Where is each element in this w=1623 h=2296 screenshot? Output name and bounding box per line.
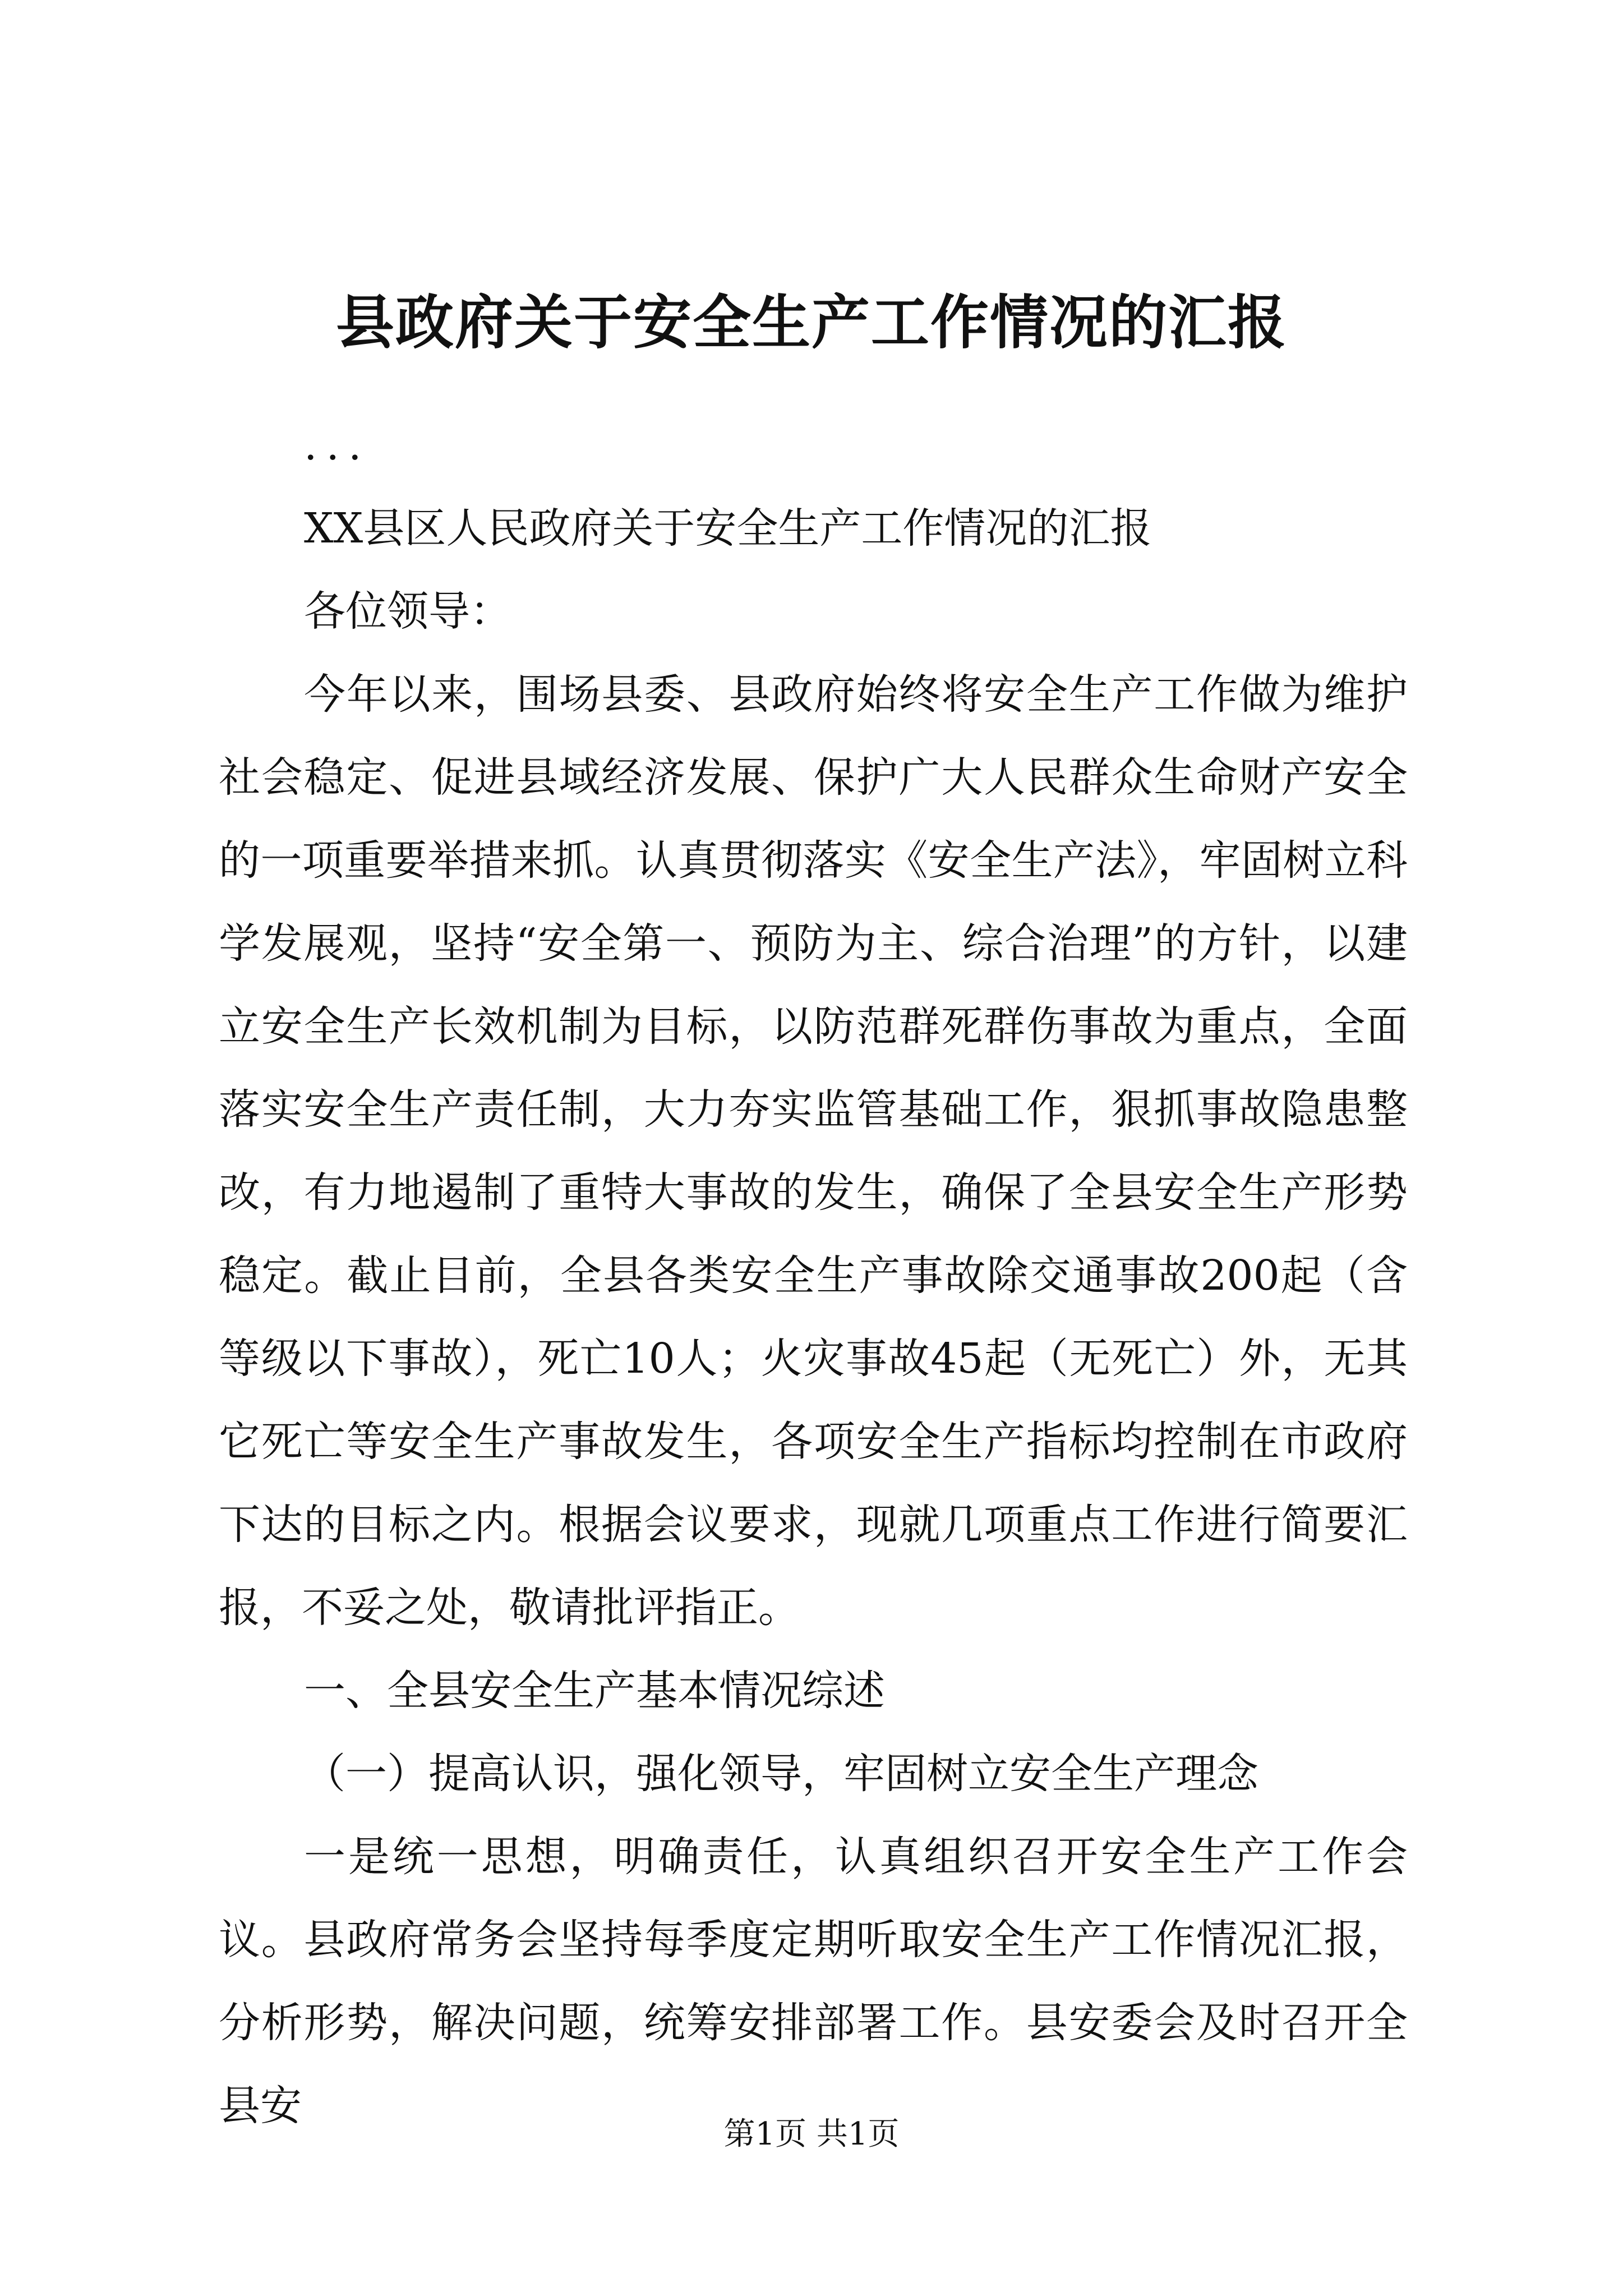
body-paragraph: 一是统一思想，明确责任，认真组织召开安全生产工作会议。县政府常务会坚持每季度定期听取安全生产工作情况汇报，分析形势，解决问题，统筹安排部署工作。县安委会及时召开全县安 xyxy=(219,1833,1408,2130)
document-title: 县政府关于安全生产工作情况的汇报 xyxy=(335,288,1287,357)
ellipsis-line: ... xyxy=(304,421,371,470)
subsection-heading: （一）提高认识，强化领导，牢固树立安全生产理念 xyxy=(304,1750,1258,1798)
subtitle-paragraph: XX县区人民政府关于安全生产工作情况的汇报 xyxy=(304,504,1152,553)
page-footer: 第1页 共1页 xyxy=(723,2116,900,2152)
document-body xyxy=(219,404,1408,2147)
salutation-paragraph: 各位领导： xyxy=(304,587,511,636)
section-heading: 一、全县安全生产基本情况综述 xyxy=(304,1667,885,1715)
intro-paragraph: 今年以来，围场县委、县政府始终将安全生产工作做为维护社会稳定、促进县域经济发展、保护广大人民群众生命财产安全的一项重要举措来抓。认真贯彻落实《安全生产法》，牢固树立科学发展观，坚持“安全第一、预防为主、综合治理”的方针，以建立安全生产长效机制为目标，以防范群死群伤事故为重点，全面落实安全生产责任制，大力夯实监管基础工作，狠抓事故隐患整改，有力地遏制了重特大事故的发生，确保了全县安全生产形势稳定。截止目前，全县各类安全生产事故除交通事故200起（含等级以下事故），死亡10人；火灾事故45起（无死亡）外，无其它死亡等安全生产事故发生，各项安全生产指标均控制在市政府下达的目标之内。根据会议要求，现就几项重点工作进行简要汇报，不妥之处，敬请批评指正。 xyxy=(219,670,1408,1632)
